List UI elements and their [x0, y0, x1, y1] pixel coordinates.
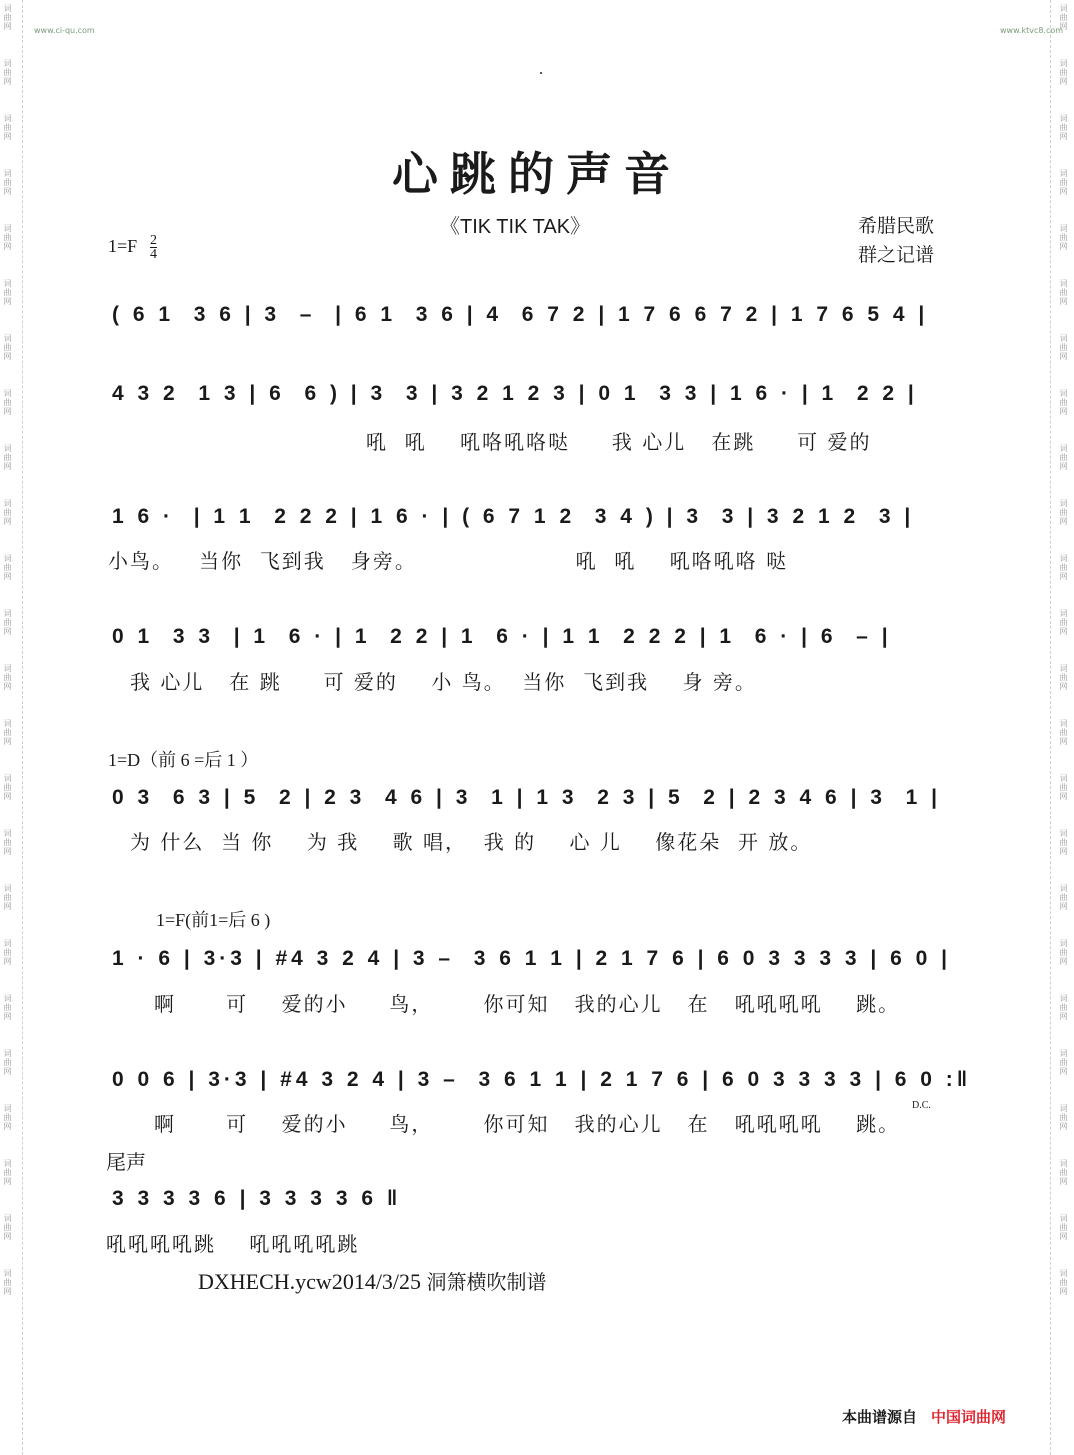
- score-line-5: 0 3 6 3 | 5 2 | 2 3 4 6 | 3 1 | 1 3 2 3 | 5 2 | 2 3 4 6 | 3 1 |: [112, 786, 942, 809]
- time-signature: $\frac{2}{4}$: [150, 233, 157, 262]
- lyric-line-coda: 吼吼吼吼跳 吼吼吼吼跳: [106, 1232, 360, 1256]
- page-mark: [540, 72, 542, 74]
- da-capo-mark: D.C.: [912, 1100, 931, 1111]
- score-line-6: 1 · 6 | 3·3 | #4 3 2 4 | 3 – 3 6 1 1 | 2 1 7 6 | 6 0 3 3 3 3 | 6 0 |: [112, 947, 951, 970]
- site-watermark-left: www.ci-qu.com: [34, 26, 95, 35]
- lyric-line-5: 为 什么 当 你 为 我 歌 唱， 我 的 心 儿 像花朵 开 放。: [130, 830, 813, 854]
- right-margin-line: [1050, 0, 1051, 1455]
- maker-id: DXHECH.ycw2014/3/25: [198, 1269, 422, 1294]
- score-line-3: 1 6 · | 1 1 2 2 2 | 1 6 · | ( 6 7 1 2 3 4 ) | 3 3 | 3 2 1 2 3 |: [112, 505, 915, 528]
- site-watermark-right: www.ktvc8.com: [1000, 26, 1064, 35]
- lyric-line-2: 吼 吼 吼咯吼咯哒 我 心儿 在跳 可 爱的: [366, 430, 872, 454]
- origin-credit: 希腊民歌: [858, 215, 935, 237]
- left-edge-watermark: 词曲网 词曲网 词曲网 词曲网 词曲网 词曲网 词曲网 词曲网 词曲网 词曲网 词曲网 词曲网 词曲网 词曲网 词曲网 词曲网 词曲网 词曲网 词曲网 词曲网 词曲网 词曲网 词曲网 词曲网: [3, 4, 12, 1296]
- key-signature: 1=F: [108, 236, 138, 256]
- maker-method: 洞箫横吹制谱: [426, 1270, 547, 1294]
- lyric-line-4: 我 心儿 在 跳 可 爱的 小 鸟。 当你 飞到我 身 旁。: [130, 670, 757, 694]
- score-line-4: 0 1 3 3 | 1 6 · | 1 2 2 | 1 6 · | 1 1 2 2 2 | 1 6 · | 6 – |: [112, 625, 892, 648]
- coda-label: 尾声: [106, 1150, 146, 1174]
- left-margin-line: [22, 0, 23, 1455]
- source-text: 本曲谱源自: [842, 1408, 918, 1426]
- score-maker-note: [198, 1266, 547, 1295]
- lyric-line-3: 小鸟。 当你 飞到我 身旁。 吼 吼 吼咯吼咯 哒: [108, 549, 789, 573]
- lyric-line-7: 啊 可 爱的小 鸟， 你可知 我的心儿 在 吼吼吼吼 跳。: [154, 1112, 901, 1136]
- transcriber-credit: 群之记谱: [858, 244, 935, 266]
- score-line-2: 4 3 2 1 3 | 6 6 ) | 3 3 | 3 2 1 2 3 | 0 1 3 3 | 1 6 · | 1 2 2 |: [112, 382, 918, 405]
- song-title: 心跳的声音: [392, 147, 682, 201]
- song-subtitle: 《TIK TIK TAK》: [440, 216, 591, 238]
- source-brand-link[interactable]: 中国词曲网: [931, 1408, 1007, 1426]
- right-edge-watermark: 词曲网 词曲网 词曲网 词曲网 词曲网 词曲网 词曲网 词曲网 词曲网 词曲网 词曲网 词曲网 词曲网 词曲网 词曲网 词曲网 词曲网 词曲网 词曲网 词曲网 词曲网 词曲网 词曲网 词曲网: [1059, 4, 1068, 1296]
- score-line-7: 0 0 6 | 3·3 | #4 3 2 4 | 3 – 3 6 1 1 | 2 1 7 6 | 6 0 3 3 3 3 | 6 0 :‖: [112, 1068, 972, 1091]
- score-line-coda: 3 3 3 3 6 | 3 3 3 3 6 ‖: [112, 1187, 402, 1210]
- score-line-1: ( 6 1 3 6 | 3 – | 6 1 3 6 | 4 6 7 2 | 1 7 6 6 7 2 | 1 7 6 5 4 |: [112, 303, 929, 326]
- lyric-line-6: 啊 可 爱的小 鸟， 你可知 我的心儿 在 吼吼吼吼 跳。: [154, 992, 901, 1016]
- key-change-d: 1=D（前 6 =后 1 ）: [108, 750, 259, 770]
- source-note: [842, 1406, 1006, 1427]
- key-change-f: 1=F(前1=后 6 ): [156, 910, 271, 930]
